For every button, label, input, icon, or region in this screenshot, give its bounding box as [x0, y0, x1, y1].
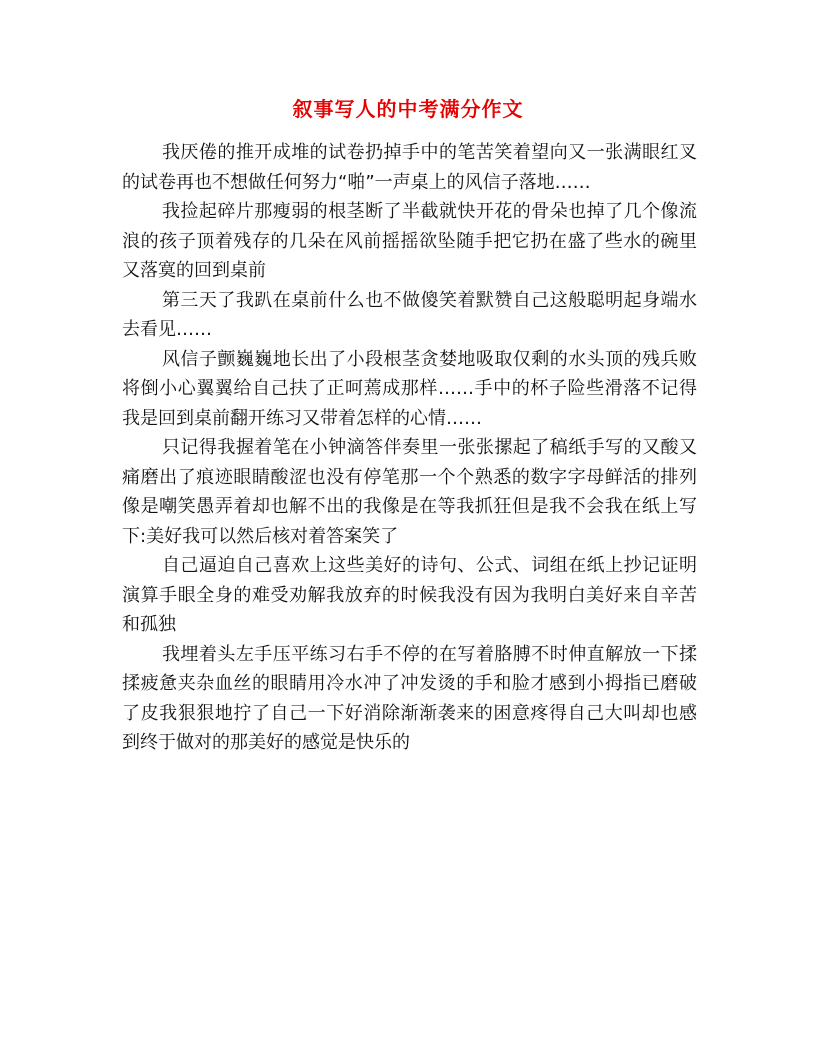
paragraph: 我厌倦的推开成堆的试卷扔掉手中的笔苦笑着望向又一张满眼红叉的试卷再也不想做任何努力“啪”一声桌上的风信子落地……: [122, 142, 697, 193]
paragraph: 风信子颤巍巍地长出了小段根茎贪婪地吸取仅剩的水头顶的残兵败将倒小心翼翼给自己扶了正呵蔫成那样……手中的杯子险些滑落不记得我是回到桌前翻开练习又带着怎样的心情……: [122, 348, 697, 429]
paragraph: 只记得我握着笔在小钟滴答伴奏里一张张摞起了稿纸手写的又酸又痛磨出了痕迹眼睛酸涩也没有停笔那一个个熟悉的数字字母鲜活的排列像是嘲笑愚弄着却也解不出的我像是在等我抓狂但是我不会我在纸上写下:美好我可以然后核对着答案笑了: [122, 437, 697, 547]
paragraph: 我埋着头左手压平练习右手不停的在写着胳膊不时伸直解放一下揉揉疲惫夹杂血丝的眼睛用冷水冲了冲发烫的手和脸才感到小拇指已磨破了皮我狠狠地拧了自己一下好消除渐渐袭来的困意疼得自己大叫却也感到终于做对的那美好的感觉是快乐的: [122, 643, 697, 753]
paragraph: 我捡起碎片那瘦弱的根茎断了半截就快开花的骨朵也掉了几个像流浪的孩子顶着残存的几朵在风前摇摇欲坠随手把它扔在盛了些水的碗里又落寞的回到桌前: [122, 201, 697, 281]
document-body: [122, 138, 697, 758]
paragraph: 自己逼迫自己喜欢上这些美好的诗句、公式、词组在纸上抄记证明演算手眼全身的难受劝解我放弃的时候我没有因为我明白美好来自辛苦和孤独: [122, 555, 697, 635]
paragraph: 第三天了我趴在桌前什么也不做傻笑着默赞自己这般聪明起身端水去看见……: [122, 289, 697, 340]
document-title: 叙事写人的中考满分作文: [292, 97, 524, 121]
